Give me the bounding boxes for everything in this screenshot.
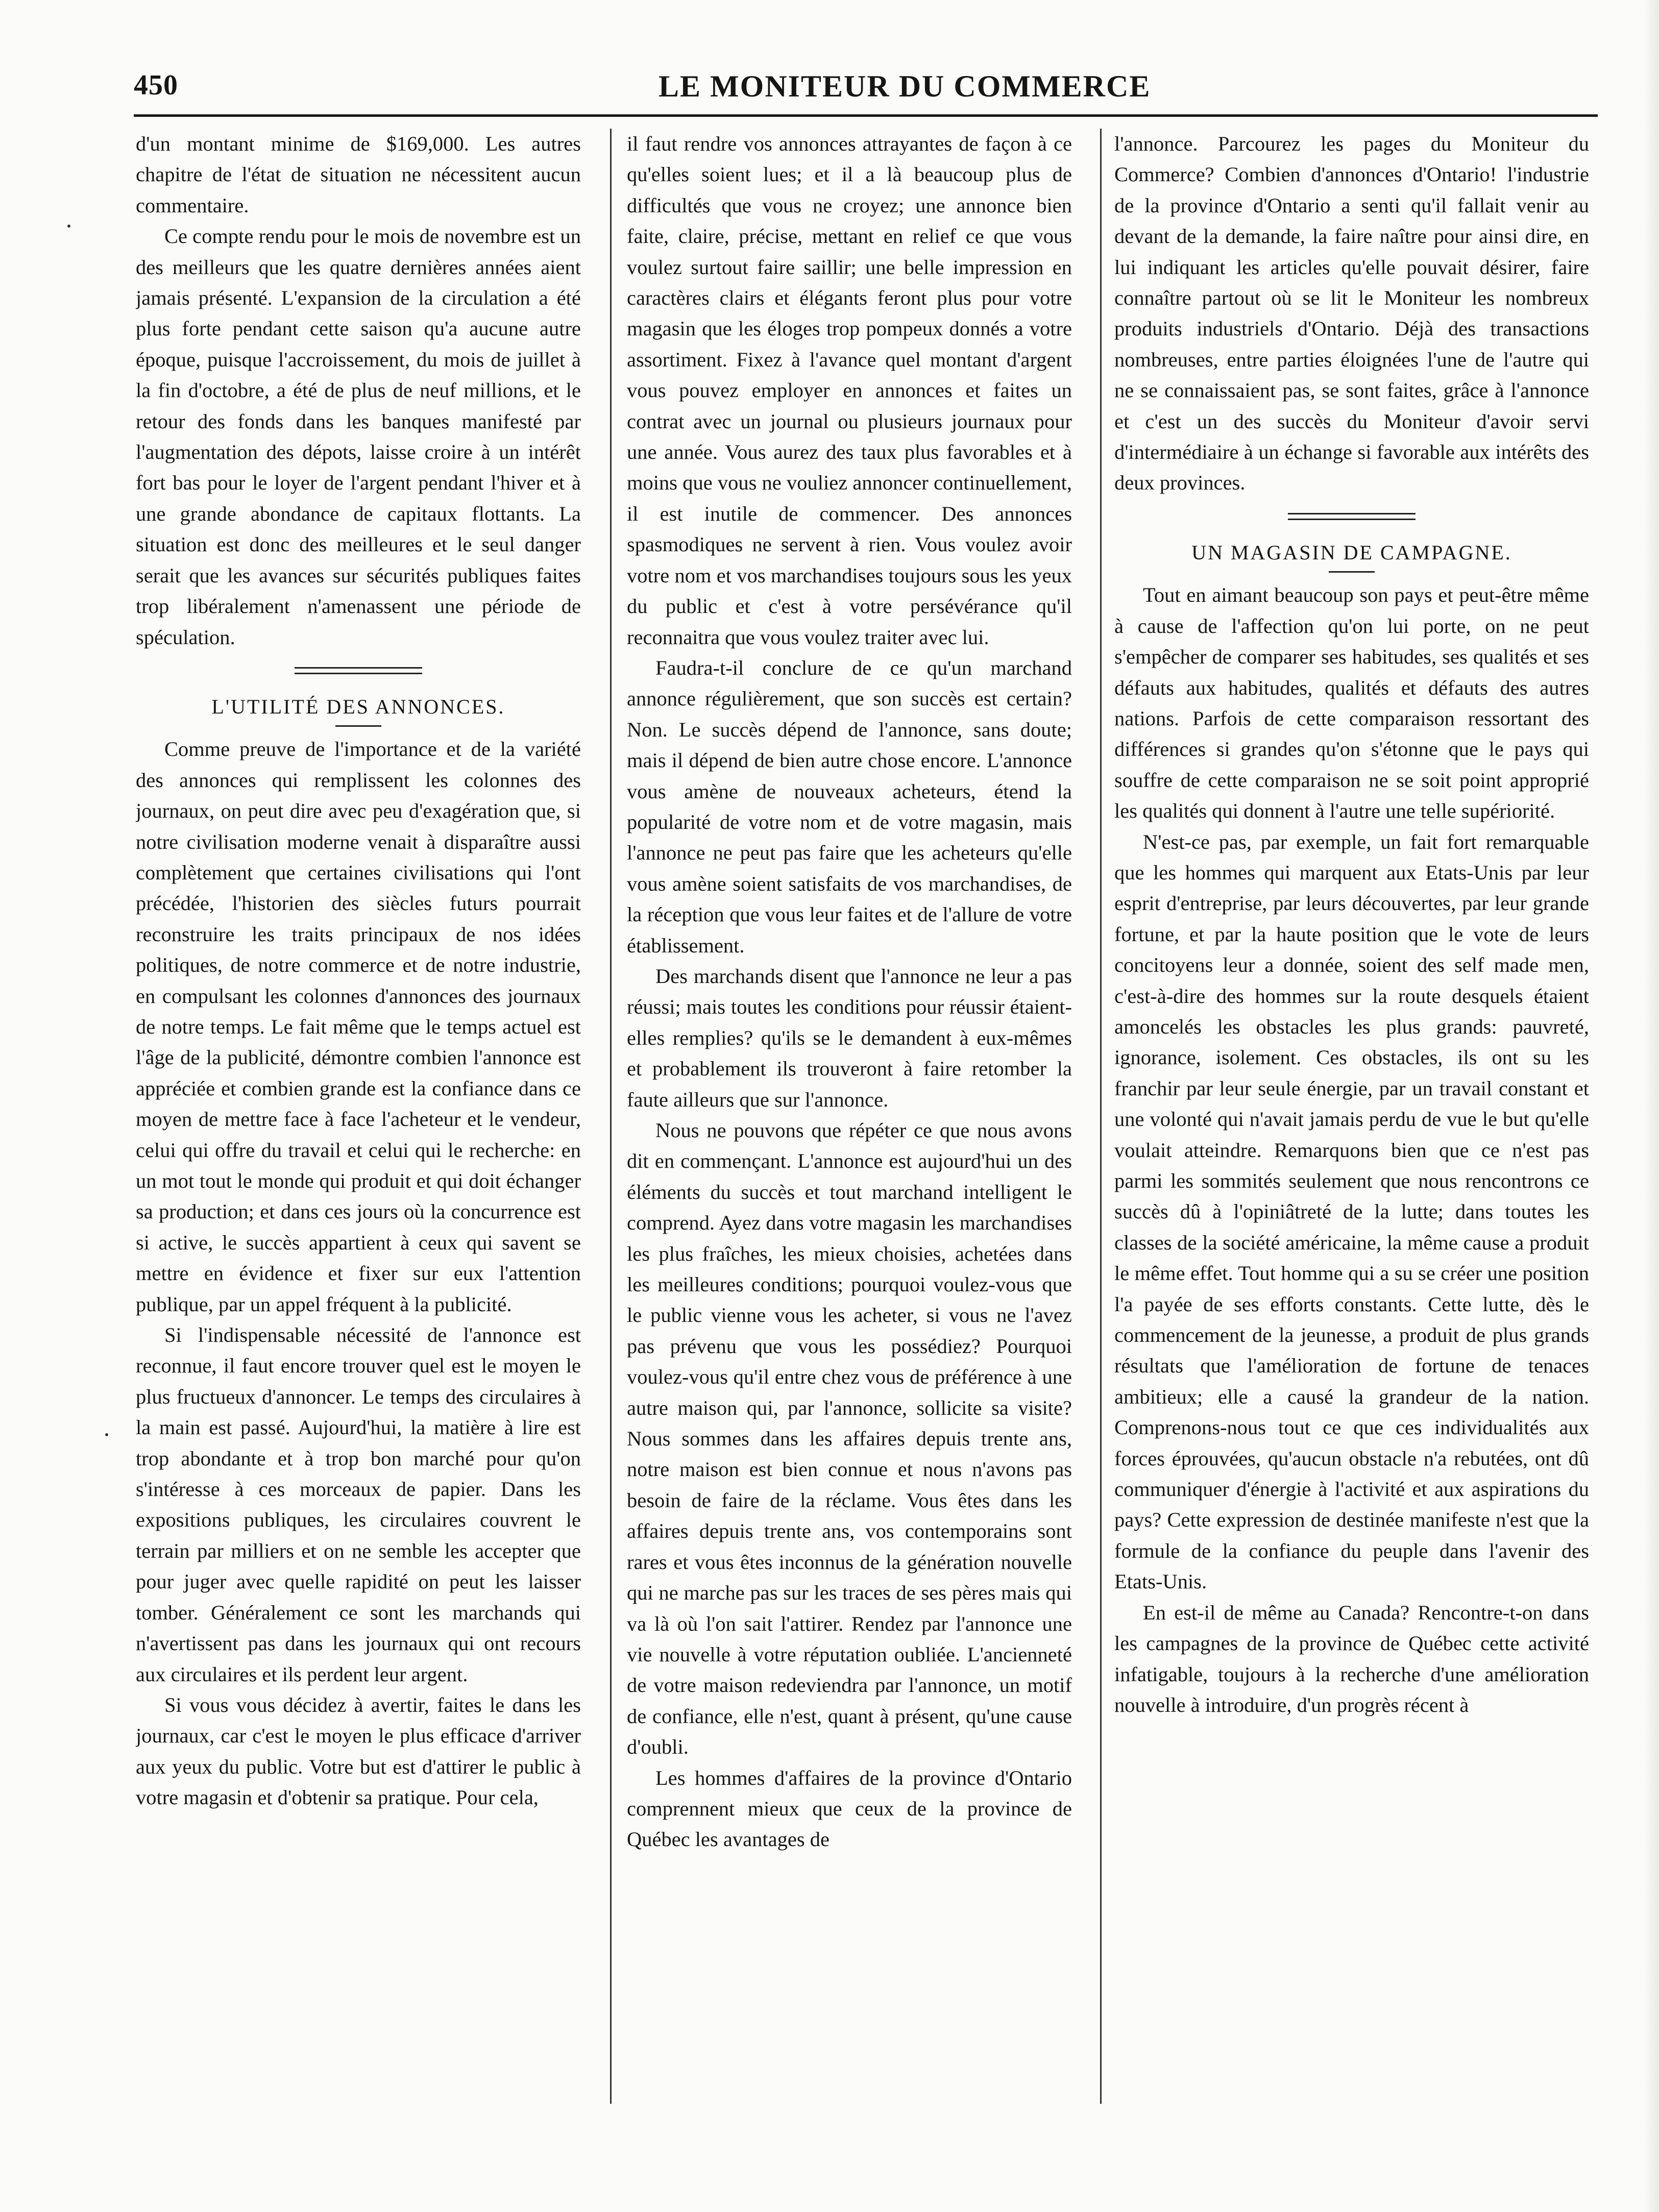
column-1: [136, 129, 581, 2119]
paragraph: N'est-ce pas, par exemple, un fait fort remarquable que les hommes qui marquent aux Etats-Unis par leur esprit d'entreprise, par leurs découvertes, par leur grande fortune, et par la haute position que le vote de leurs concitoyens leur a donnée, soient des self made men, c'est-à-dire des hommes sur la route desquels étaient amoncelés les obstacles les plus grands: pauvreté, ignorance, isolement. Ces obstacles, ils ont su les franchir par leur seule énergie, par un travail constant et une volonté qui n'avait jamais perdu de vue le but qu'elle voulait atteindre. Remarquons bien que ce n'est pas parmi les sommités seulement que nous rencontrons ce succès dû à l'opiniâtreté de la lutte; dans toutes les classes de la société américaine, la même cause a produit le même effet. Tout homme qui a su se créer une position l'a payée de ses efforts constants. Cette lutte, dès le commencement de la jeunesse, a produit de plus grands résultats que l'amélioration de fortune de tenaces ambitieux; elle a causé la grandeur de la nation. Comprenons-nous tout ce que ces individualités aux forces éprouvées, qu'aucun obstacle n'a rebutées, ont dû communiquer d'énergie à l'activité et aux aspirations du pays? Cette expression de destinée manifeste n'est que la formule de la confiance du peuple dans l'avenir des Etats-Unis.: [1114, 830, 1589, 1593]
header-rule: [134, 114, 1598, 117]
title-underline: [1329, 571, 1375, 573]
paragraph: Ce compte rendu pour le mois de novembre est un des meilleurs que les quatre dernières années aient jamais présenté. L'expansion de la circulation a été plus forte pendant cette saison qu'a aucune autre époque, puisque l'accroissement, du mois de juillet à la fin d'octobre, a été de plus de neuf millions, et le retour des fonds dans les banques manifesté par l'augmentation des dépots, laisse croire à un intérêt fort bas pour le loyer de l'argent pendant l'hiver et à une grande abondance de capitaux flottants. La situation est donc des meilleures et le seul danger serait que les avances sur sécurités publiques faites trop libéralement n'amenassent une période de spéculation.: [136, 225, 581, 649]
scan-speck: [105, 1433, 108, 1436]
column-divider: [610, 129, 612, 2104]
scan-speck: [67, 225, 70, 228]
paragraph: Tout en aimant beaucoup son pays et peut-être même à cause de l'affection qu'on lui porte, on ne peut s'empêcher de comparer ses habitudes, ses qualités et ses défauts aux habitudes, qualités et défauts des autres nations. Parfois de cette comparaison ressortant des différences si grandes qu'on s'étonne que le pays qui souffre de cette comparaison ne se soit point approprié les qualités qui donnent à l'autre une telle supériorité.: [1114, 583, 1589, 823]
paragraph: Si l'indispensable nécessité de l'annonce est reconnue, il faut encore trouver quel est le moyen le plus fructueux d'annoncer. Le temps des circulaires à la main est passé. Aujourd'hui, la matière à lire est trop abondante et à trop bon marché pour qu'on s'intéresse à ces morceaux de papier. Dans les expositions publiques, les circulaires couvrent le terrain par milliers et on ne semble les accepter que pour juger avec quelle rapidité on peut les laisser tomber. Généralement ce sont les marchands qui n'avertissent pas dans les journaux qui ont recours aux circulaires et ils perdent leur argent.: [136, 1323, 581, 1686]
section-divider: [295, 667, 422, 674]
paragraph: Nous ne pouvons que répéter ce que nous avons dit en commençant. L'annonce est aujourd'hui un des éléments du succès et tout marchand intelligent le comprend. Ayez dans votre magasin les marchandises les plus fraîches, les mieux choisies, achetées dans les meilleures conditions; pourquoi voulez-vous que le public vienne vous les acheter, si vous ne l'avez pas prévenu que vous les possédiez? Pourquoi voulez-vous qu'il entre chez vous de préférence à une autre maison qui, par l'annonce, sollicite sa visite? Nous sommes dans les affaires depuis trente ans, notre maison est bien connue et nous n'avons pas besoin de faire de la réclame. Vous êtes dans les affaires depuis trente ans, vos contemporains sont rares et vous êtes inconnus de la génération nouvelle qui ne marche pas sur les traces de ses pères mais qui va là où l'on sait l'attirer. Rendez par l'annonce une vie nouvelle à votre réputation oubliée. L'ancienneté de votre maison redeviendra par l'annonce, un motif de confiance, elle n'est, quant à présent, qu'une cause d'oubli.: [627, 1119, 1072, 1759]
journal-title: LE MONITEUR DU COMMERCE: [658, 69, 1151, 103]
paragraph: Comme preuve de l'importance et de la variété des annonces qui remplissent les colonnes des journaux, on peut dire avec peu d'exagération que, si notre civilisation moderne venait à disparaître aussi complètement que certaines civilisations qui l'ont précédée, l'historien des siècles futurs pourrait reconstruire les traits principaux de nos idées politiques, de notre commerce et de notre industrie, en compulsant les colonnes d'annonces des journaux de notre temps. Le fait même que le temps actuel est l'âge de la publicité, démontre combien l'annonce est appréciée et combien grande est la confiance dans ce moyen de mettre face à face l'acheteur et le vendeur, celui qui offre du travail et celui qui le recherche: en un mot tout le monde qui produit et qui doit échanger sa production; et dans ces jours où la concurrence est si active, le succès appartient à ceux qui savent se mettre en évidence et fixer sur eux l'attention publique, par un appel fréquent à la publicité.: [136, 738, 581, 1316]
title-underline: [335, 725, 381, 727]
paragraph: En est-il de même au Canada? Rencontre-t-on dans les campagnes de la province de Québec cette activité infatigable, toujours à la recherche d'une amélioration nouvelle à introduire, d'un progrès récent à: [1114, 1601, 1589, 1716]
column-2: [627, 129, 1072, 2119]
paragraph: Faudra-t-il conclure de ce qu'un marchand annonce régulièrement, que son succès est certain? Non. Le succès dépend de l'annonce, sans doute; mais il dépend de bien autre chose encore. L'annonce vous amène de nouveaux acheteurs, étend la popularité de votre nom et de votre magasin, mais l'annonce ne peut pas faire que les acheteurs qu'elle vous amène soient satisfaits de vos marchandises, de la réception que vous leur faites et de l'allure de votre établissement.: [627, 656, 1072, 957]
page-number: 450: [134, 69, 178, 101]
paragraph: Les hommes d'affaires de la province d'Ontario comprennent mieux que ceux de la province de Québec les avantages de: [627, 1766, 1072, 1851]
page-edge-shadow: [1644, 0, 1659, 2212]
paragraph: d'un montant minime de $169,000. Les autres chapitre de l'état de situation ne nécessitent aucun commentaire.: [136, 132, 581, 217]
paragraph: il faut rendre vos annonces attrayantes de façon à ce qu'elles soient lues; et il a là beaucoup plus de difficultés que vous ne croyez; une annonce bien faite, claire, précise, mettant en relief ce que vous voulez surtout faire saillir; une belle impression en caractères clairs et élégants feront plus pour votre magasin que les éloges trop pompeux donnés a votre assortiment. Fixez à l'avance quel montant d'argent vous pouvez employer en annonces et faites un contrat avec un journal ou plusieurs journaux pour une année. Vous aurez des taux plus favorables et à moins que vous ne vouliez annoncer continuellement, il est inutile de commencer. Des annonces spasmodiques ne servent à rien. Vous voulez avoir votre nom et vos marchandises toujours sous les yeux du public et c'est à votre persévérance qu'il reconnaitra que vous voulez traiter avec lui.: [627, 132, 1072, 649]
paragraph: Des marchands disent que l'annonce ne leur a pas réussi; mais toutes les conditions pour réussir étaient-elles remplies? qu'ils se le demandent à eux-mêmes et probablement ils trouveront à faire retomber la faute ailleurs que sur l'annonce.: [627, 964, 1072, 1111]
section-title: L'UTILITÉ DES ANNONCES.: [211, 695, 505, 718]
paragraph: l'annonce. Parcourez les pages du Moniteur du Commerce? Combien d'annonces d'Ontario! l'industrie de la province d'Ontario a senti qu'il fallait venir au devant de la demande, la faire naître pour ainsi dire, en lui indiquant les articles qu'elle pouvait désirer, faire connaître partout où se lit le Moniteur les nombreux produits industriels d'Ontario. Déjà des transactions nombreuses, entre parties éloignées l'une de l'autre qui ne se connaissaient pas, se sont faites, grâce à l'annonce et c'est un des succès du Moniteur d'avoir servi d'intermédiaire à un échange si favorable aux intérêts des deux provinces.: [1114, 132, 1589, 495]
column-3: [1114, 129, 1589, 2119]
paragraph: Si vous vous décidez à avertir, faites le dans les journaux, car c'est le moyen le plus efficace d'arriver aux yeux du public. Votre but est d'attirer le public à votre magasin et d'obtenir sa pratique. Pour cela,: [136, 1693, 581, 1809]
column-divider: [1100, 129, 1102, 2104]
section-title: UN MAGASIN DE CAMPAGNE.: [1191, 540, 1512, 564]
section-divider: [1288, 513, 1416, 520]
